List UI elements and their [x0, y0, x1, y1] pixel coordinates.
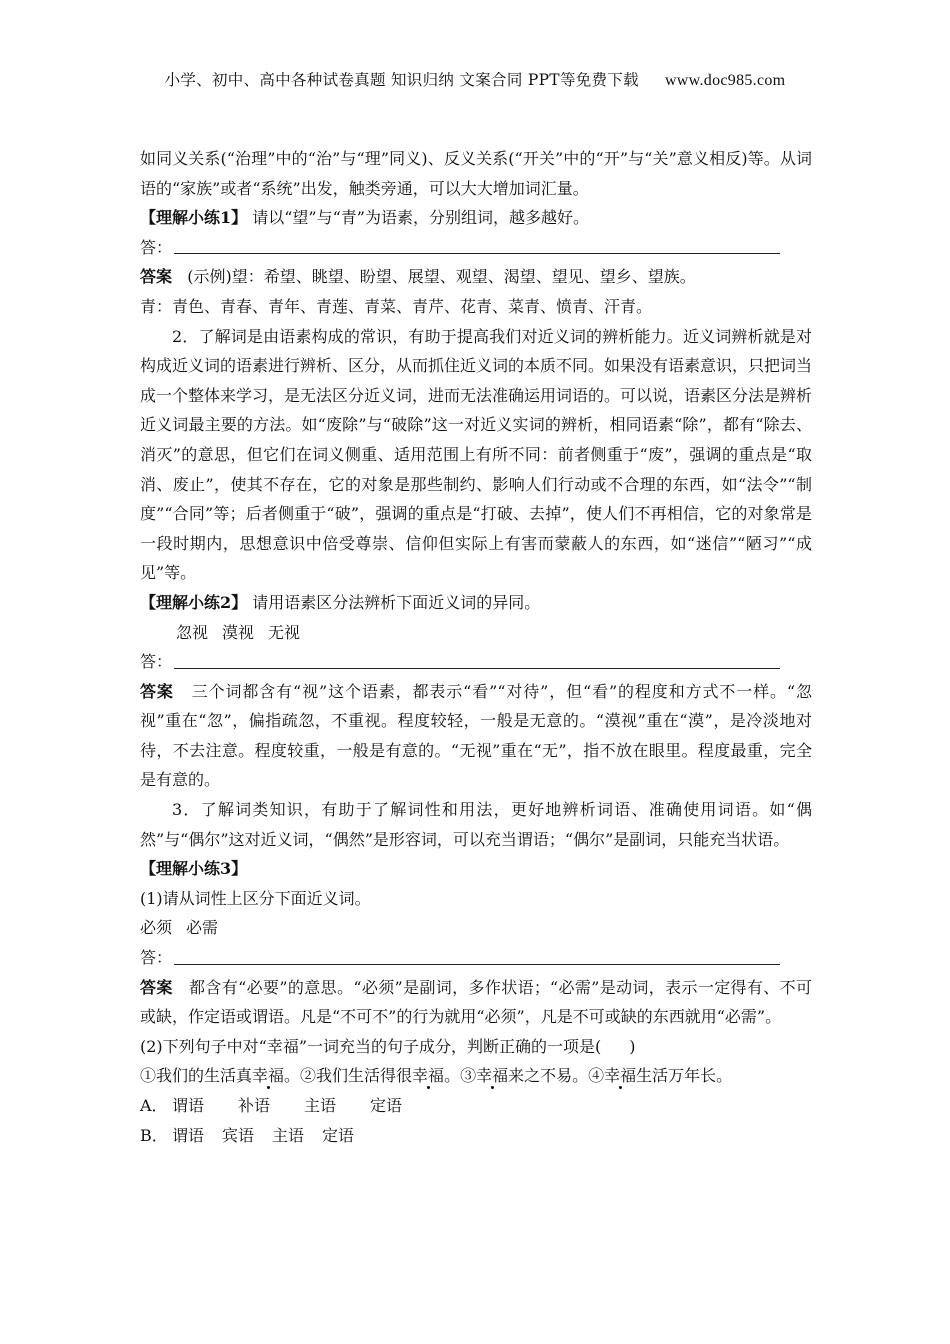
word-item: 忽视 — [176, 622, 209, 642]
answer-prefix: 答： — [140, 237, 173, 257]
option-item: 定语 — [322, 1125, 355, 1145]
exercise-1-text: 请以“望”与“青”为语素，分别组词，越多越好。 — [252, 208, 589, 228]
header-site[interactable]: www.doc985.com — [664, 72, 786, 89]
exercise-3-q2 — [140, 1032, 812, 1062]
key-label: 答案 — [140, 681, 174, 701]
answer-prefix: 答： — [140, 948, 173, 968]
document-body — [140, 144, 812, 1150]
exercise-3-words — [140, 913, 812, 943]
option-label: A． — [140, 1096, 168, 1115]
sentence-text: 生活万年长。 — [636, 1066, 733, 1086]
option-item: 主语 — [272, 1125, 305, 1145]
option-item: 定语 — [370, 1096, 403, 1115]
exercise-3-key — [140, 973, 812, 1032]
emphasis-word: 幸福 — [252, 1066, 285, 1086]
paragraph-2: 2．了解词是由语素构成的常识，有助于提高我们对近义词的辨析能力。近义词辨析就是对构成近义词的语素进行辨析、区分，从而抓住近义词的本质不同。如果没有语素意识，只把词当成一个整体来学习，是无法区分近义词，进而无法准确运用词语的。可以说，语素区分法是辨析近义词最主要的方法。如“废除”与“破除”这一对近义实词的辨析，相同语素“除”，都有“除去、消灭”的意思，但它们在词义侧重、适用范围上有所不同：前者侧重于“废”，强调的重点是“取消、废止”，使其不存在，它的对象是那些制约、影响人们行动或不合理的东西，如“法令”“制度”“合同”等；后者侧重于“破”，强调的重点是“打破、去掉”，使人们不再相信，它的对象常是一段时期内，思想意识中倍受尊崇、信仰但实际上有害而蒙蔽人的东西，如“迷信”“陋习”“成见”等。 — [140, 326, 813, 583]
exercise-3-answer-line[interactable] — [140, 943, 780, 973]
exercise-2-key — [140, 677, 812, 795]
word-item: 漠视 — [222, 622, 255, 642]
header-text: 小学、初中、高中各种试卷真题 知识归纳 文案合同 PPT等免费下载 — [164, 71, 639, 89]
word-item: 必需 — [186, 918, 219, 938]
key-text: 三个词都含有“视”这个语素，都表示“看”“对待”，但“看”的程度和方式不一样。“忽视”重在“忽”，偏指疏忽，不重视。程度较轻，一般是无意的。“漠视”重在“漠”，是冷淡地对待，不去注意。程度较重，一般是有意的。“无视”重在“无”，指不放在眼里。程度最重，完全是有意的。 — [140, 681, 812, 790]
answer-rule — [174, 964, 780, 965]
exercise-2-answer-line[interactable] — [140, 647, 780, 677]
key-text: (示例)望：希望、眺望、盼望、展望、观望、渴望、望见、望乡、望族。 — [187, 267, 696, 287]
emphasis-word: 幸福 — [604, 1066, 637, 1086]
exercise-1-answer-line[interactable] — [140, 233, 780, 263]
exercise-1-question — [140, 203, 812, 233]
key-label: 答案 — [140, 267, 173, 287]
option-label: B． — [140, 1125, 168, 1145]
key-label: 答案 — [140, 977, 173, 997]
exercise-2-label: 【理解小练2】 — [140, 592, 248, 612]
answer-rule — [174, 253, 780, 254]
sentence-text: 。②我们生活得很 — [284, 1066, 413, 1086]
exercise-1-key — [140, 262, 812, 292]
key-text: 都含有“必要”的意思。“必须”是副词，多作状语；“必需”是动词，表示一定得有、不可或缺，作定语或谓语。凡是“不可不”的行为就用“必须”，凡是不可或缺的东西就用“必需”。 — [140, 977, 812, 1027]
intro-paragraph: 如同义关系(“治理”中的“治”与“理”同义)、反义关系(“开关”中的“开”与“关”意义相反)等。从词语的“家族”或者“系统”出发，触类旁通，可以大大增加词汇量。 — [140, 149, 812, 198]
q2-text: (2)下列句子中对“幸福”一词充当的句子成分，判断正确的一项是( — [140, 1036, 602, 1056]
option-a[interactable] — [140, 1091, 812, 1121]
exercise-2-words — [140, 618, 812, 648]
option-item: 谓语 — [172, 1096, 205, 1115]
option-item: 主语 — [304, 1096, 337, 1115]
answer-rule — [174, 668, 780, 669]
exercise-3-sentences — [140, 1061, 812, 1091]
q2-end: ) — [629, 1036, 636, 1056]
exercise-1-key-cont: 青：青色、青春、青年、青莲、青菜、青芹、花青、菜青、愤青、汗青。 — [140, 296, 653, 316]
exercise-3-label: 【理解小练3】 — [140, 859, 248, 879]
word-item: 无视 — [268, 622, 301, 642]
exercise-2-question — [140, 588, 812, 618]
emphasis-word: 幸福 — [412, 1066, 445, 1086]
answer-prefix: 答： — [140, 652, 173, 672]
sentence-text: 。③ — [444, 1066, 477, 1086]
paragraph-3: 3．了解词类知识，有助于了解词性和用法，更好地辨析词语、准确使用词语。如“偶然”与“偶尔”这对近义词，“偶然”是形容词，可以充当谓语；“偶尔”是副词，只能充当状语。 — [140, 800, 812, 849]
page-header — [0, 68, 950, 90]
sentence-text: 来之不易。④ — [508, 1066, 605, 1086]
option-item: 谓语 — [172, 1125, 205, 1145]
option-item: 宾语 — [222, 1125, 255, 1145]
word-item: 必须 — [140, 918, 173, 938]
option-item: 补语 — [238, 1096, 271, 1115]
emphasis-word: 幸福 — [476, 1066, 509, 1086]
exercise-1-label: 【理解小练1】 — [140, 208, 248, 228]
sentence-text: ①我们的生活真 — [140, 1066, 253, 1086]
exercise-3-q1: (1)请从词性上区分下面近义词。 — [140, 888, 371, 908]
option-b[interactable] — [140, 1121, 812, 1151]
exercise-2-text: 请用语素区分法辨析下面近义词的异同。 — [252, 592, 541, 612]
